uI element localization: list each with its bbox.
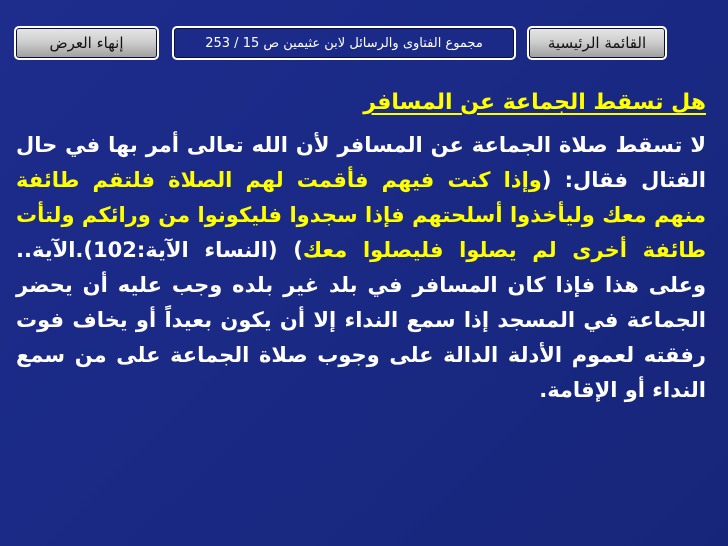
end-show-button[interactable]: إنهاء العرض: [14, 26, 159, 60]
source-reference: مجموع الفتاوى والرسائل لابن عثيمين ص 15 / 253: [172, 26, 516, 60]
intro-text: لا تسقط صلاة الجماعة عن المسافر لأن الله تعالى أمر بها في حال القتال فقال:: [16, 133, 707, 192]
open-paren: (: [541, 168, 552, 192]
close-paren: ): [293, 238, 303, 262]
quran-verse: وإذا كنت فيهم فأقمت لهم الصلاة فلتقم طائفة منهم معك وليأخذوا أسلحتهم فإذا سجدوا فليكونوا من ورائكم ولتأت طائفة أخرى لم يصلوا فليصلوا معك: [16, 168, 706, 262]
main-menu-button[interactable]: القائمة الرئيسية: [527, 26, 667, 60]
page-title: هل تسقط الجماعة عن المسافر: [363, 90, 706, 115]
article-body: [16, 128, 706, 408]
top-navigation: [0, 0, 728, 80]
verse-reference: (النساء الآية:102).الآية..: [16, 238, 278, 262]
ruling-text: وعلى هذا فإذا كان المسافر في بلد غير بلده وجب عليه أن يحضر الجماعة في المسجد إذا سمع النداء إلا أن يكون بعيداً أو يخاف فوت رفقته لعموم الأدلة الدالة على وجوب صلاة الجماعة على من سمع النداء أو الإقامة.: [16, 273, 706, 402]
